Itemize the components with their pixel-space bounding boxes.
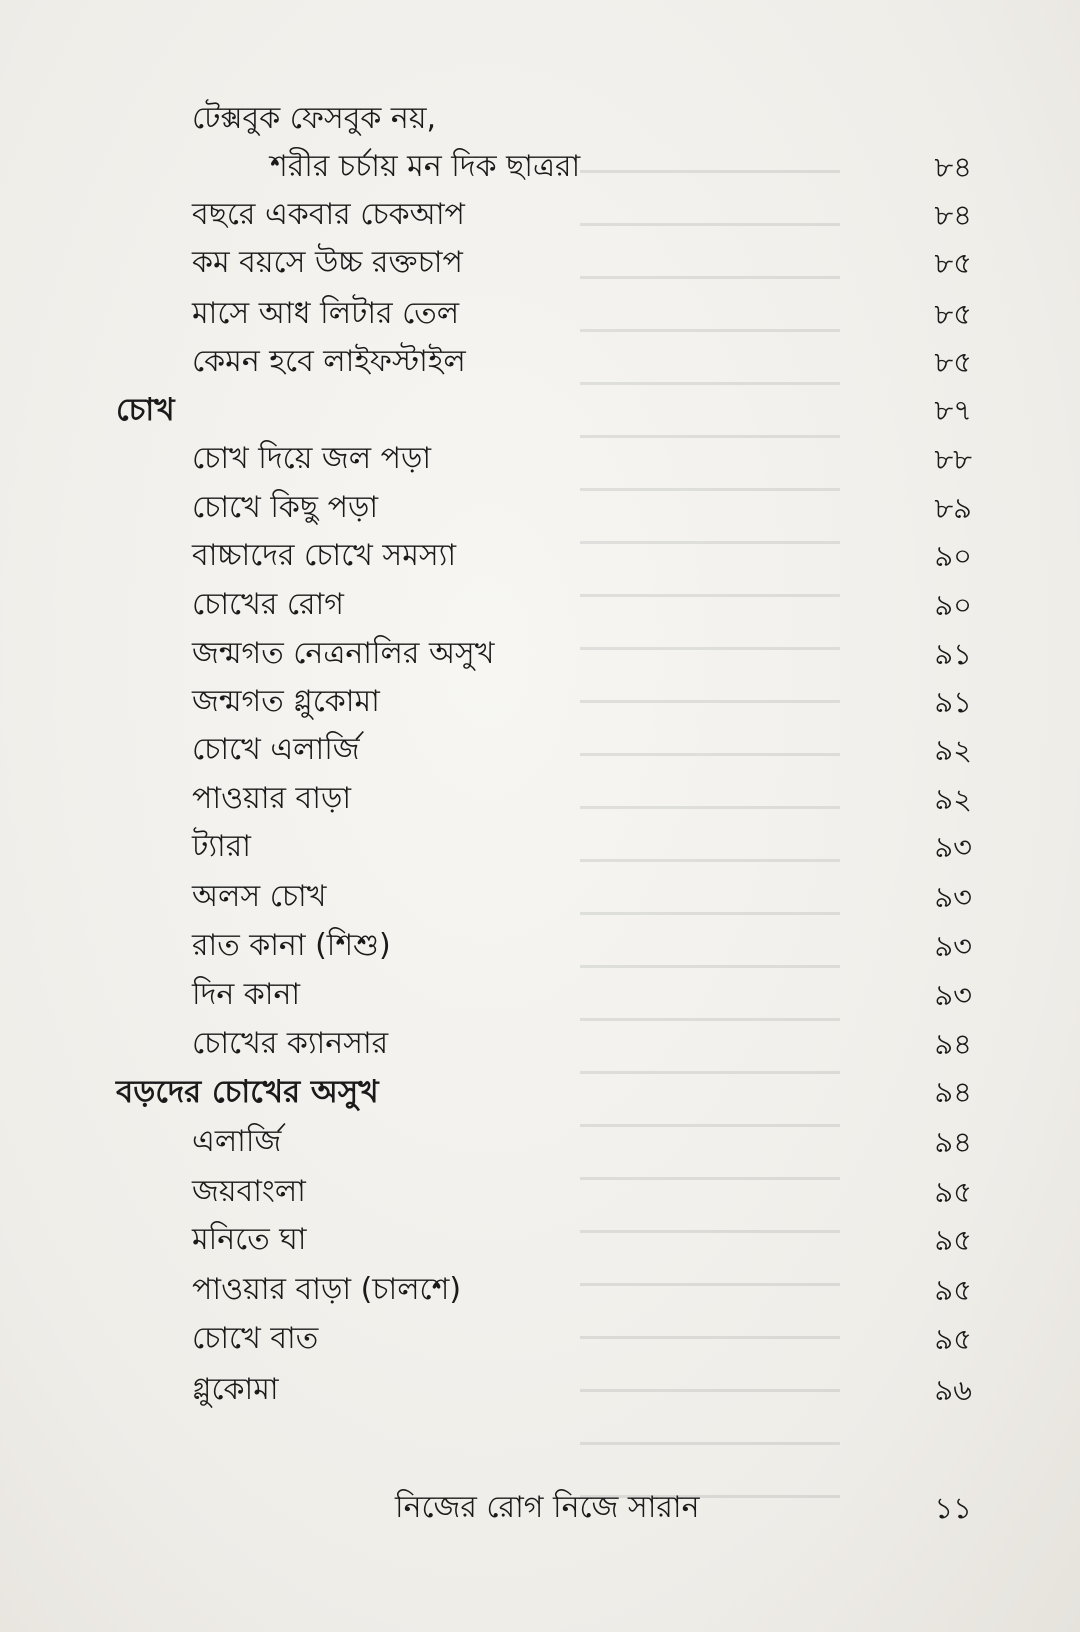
- toc-entry-title: পাওয়ার বাড়া (চালশে): [192, 1272, 462, 1307]
- toc-entry-page-number: ৯৫: [934, 1223, 972, 1257]
- toc-entry-page-number: ৯০: [934, 588, 972, 622]
- toc-entry-title: বছরে একবার চেকআপ: [192, 197, 465, 232]
- page-folio: ১১: [934, 1491, 972, 1525]
- toc-entry-page-number: ৯৩: [934, 830, 972, 864]
- toc-entry: [0, 484, 1080, 532]
- toc-entry-page-number: ৯২: [934, 733, 972, 767]
- toc-entry: [0, 678, 1080, 726]
- toc-entry: [0, 922, 1080, 970]
- toc-entry: [0, 532, 1080, 580]
- toc-entry-title: চোখ দিয়ে জল পড়া: [192, 441, 432, 476]
- toc-entry-title: জন্মগত নেত্রনালির অসুখ: [192, 636, 495, 671]
- toc-entry-page-number: ৯৩: [934, 929, 972, 963]
- toc-entry: [0, 823, 1080, 871]
- toc-entry-page-number: ৯৬: [934, 1373, 972, 1407]
- toc-entry-page-number: ৯৩: [934, 880, 972, 914]
- toc-entry-page-number: ৯৫: [934, 1175, 972, 1209]
- toc-entry-title: মাসে আধ লিটার তেল: [192, 296, 460, 331]
- toc-entry-title: পাওয়ার বাড়া: [192, 781, 352, 816]
- toc-entry-page-number: ৯৫: [934, 1273, 972, 1307]
- toc-entry-page-number: ৯৪: [934, 1075, 972, 1109]
- toc-entry: [0, 971, 1080, 1019]
- toc-entry: [0, 775, 1080, 823]
- toc-entry-title: মনিতে ঘা: [192, 1222, 307, 1257]
- toc-entry: [0, 239, 1080, 287]
- toc-entry-title: শরীর চর্চায় মন দিক ছাত্ররা: [270, 149, 581, 184]
- toc-entry: [0, 1168, 1080, 1216]
- toc-entry-page-number: ৯৩: [934, 978, 972, 1012]
- running-book-title: নিজের রোগ নিজে সারান: [395, 1490, 700, 1525]
- toc-entry-page-number: ৮৭: [934, 393, 972, 427]
- toc-entry-title: ট্যারা: [192, 829, 251, 864]
- toc-entry-title: চোখে এলার্জি: [192, 732, 360, 767]
- toc-entry-page-number: ৮৪: [934, 150, 972, 184]
- toc-entry-title: চোখের রোগ: [192, 587, 344, 622]
- toc-entry-title: জয়বাংলা: [192, 1174, 306, 1209]
- toc-entry: [0, 1020, 1080, 1068]
- toc-entry-title: টেক্সবুক ফেসবুক নয়,: [192, 101, 437, 136]
- toc-entry: [0, 338, 1080, 386]
- toc-entry: [0, 1315, 1080, 1363]
- toc-entry: [0, 191, 1080, 239]
- toc-entry-title: এলার্জি: [192, 1124, 282, 1159]
- toc-entry-page-number: ৮৫: [934, 345, 972, 379]
- toc-section-heading: [0, 386, 1080, 434]
- toc-entry: [0, 581, 1080, 629]
- toc-entry-title: জন্মগত গ্লুকোমা: [192, 684, 380, 719]
- toc-entry-page-number: ৮৯: [934, 491, 972, 525]
- toc-entry-title: কেমন হবে লাইফস্টাইল: [192, 344, 466, 379]
- toc-entry-title: চোখের ক্যানসার: [192, 1026, 389, 1061]
- toc-entry-page-number: ৯১: [934, 685, 972, 719]
- toc-entry-continued: [0, 143, 1080, 191]
- page-footer: [0, 1484, 1080, 1532]
- toc-entry: [0, 1266, 1080, 1314]
- toc-entry-page-number: ৯৪: [934, 1027, 972, 1061]
- toc-entry: [0, 873, 1080, 921]
- toc-entry: [0, 1118, 1080, 1166]
- toc-entry-page-number: ৯২: [934, 782, 972, 816]
- toc-entry-page-number: ৯০: [934, 539, 972, 573]
- toc-entry-title: রাত কানা (শিশু): [192, 928, 391, 963]
- toc-entry-page-number: ৮৮: [934, 442, 972, 476]
- toc-entry-title: অলস চোখ: [192, 879, 327, 914]
- toc-entry-title: দিন কানা: [192, 977, 301, 1012]
- toc-entry-title: চোখে বাত: [192, 1321, 319, 1356]
- toc-entry-title: বাচ্চাদের চোখে সমস্যা: [192, 538, 457, 573]
- toc-entry-title: গ্লুকোমা: [192, 1372, 279, 1407]
- toc-entry: [0, 630, 1080, 678]
- toc-entry: [0, 95, 1080, 143]
- toc-entry-title: চোখে কিছু পড়া: [192, 490, 379, 525]
- toc-entry-page-number: ৯১: [934, 637, 972, 671]
- toc-entry: [0, 435, 1080, 483]
- toc-entry-page-number: ৮৫: [934, 246, 972, 280]
- toc-entry-title: কম বয়সে উচ্চ রক্তচাপ: [192, 245, 463, 280]
- toc-entry-page-number: ৮৫: [934, 297, 972, 331]
- toc-entry-title: বড়দের চোখের অসুখ: [116, 1074, 379, 1110]
- toc-entry-page-number: ৮৪: [934, 198, 972, 232]
- toc-entry-title: চোখ: [116, 392, 175, 428]
- toc-entry: [0, 1366, 1080, 1414]
- toc-entry-page-number: ৯৫: [934, 1322, 972, 1356]
- toc-entry: [0, 1216, 1080, 1264]
- toc-entry: [0, 726, 1080, 774]
- toc-entry-page-number: ৯৪: [934, 1125, 972, 1159]
- toc-entry: [0, 290, 1080, 338]
- toc-section-heading: [0, 1068, 1080, 1116]
